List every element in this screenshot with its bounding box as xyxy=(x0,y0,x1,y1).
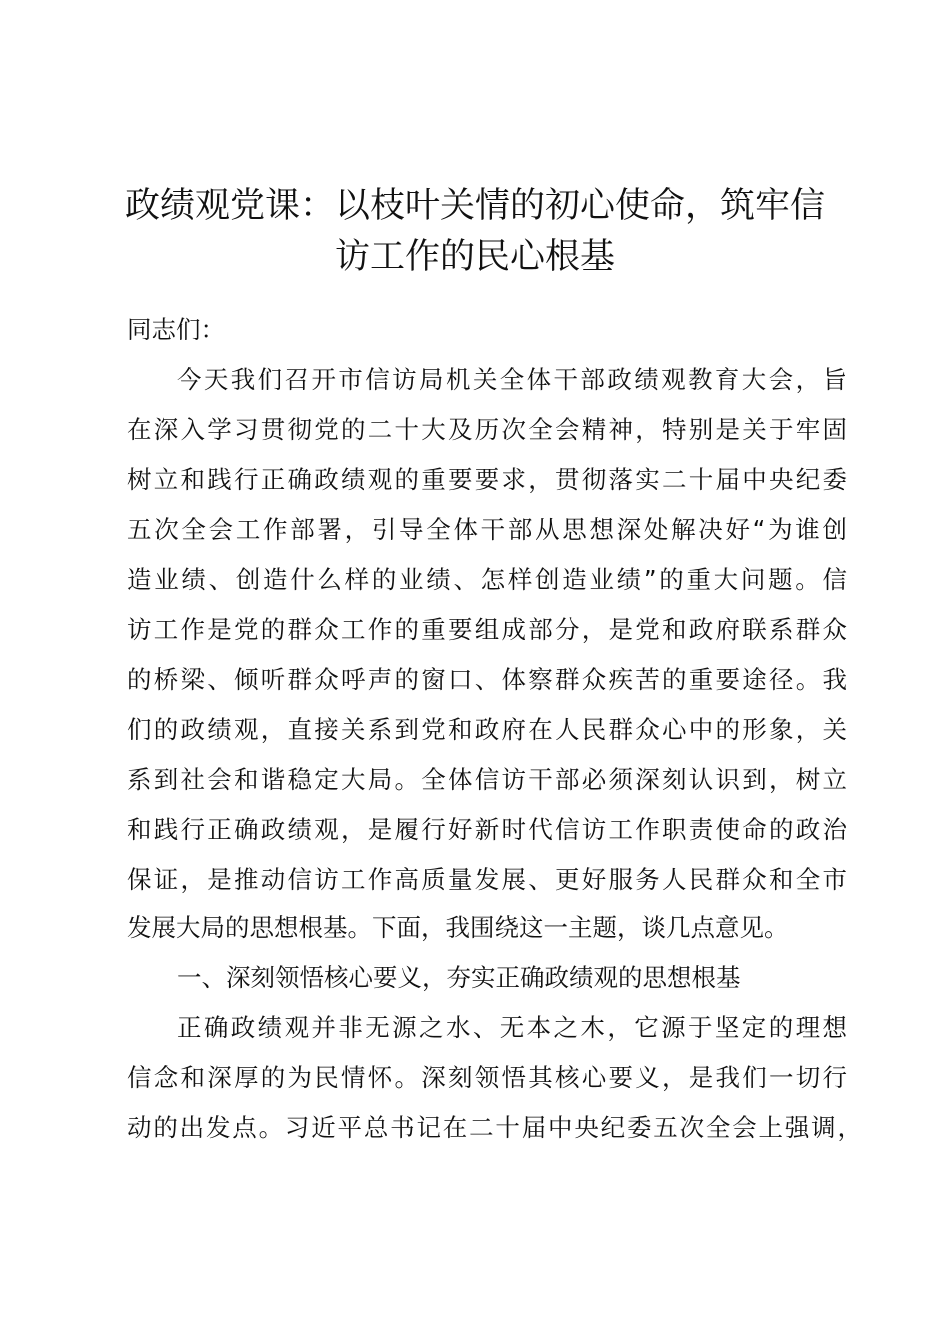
paragraph-1-line: 的桥梁、倾听群众呼声的窗口、体察群众疾苦的重要途径。我 xyxy=(127,665,847,694)
paragraph-1-line: 保证，是推动信访工作高质量发展、更好服务人民群众和全市 xyxy=(127,865,847,894)
paragraph-2-line: 动的出发点。习近平总书记在二十届中央纪委五次全会上强调， xyxy=(127,1113,862,1142)
paragraph-2-line: 正确政绩观并非无源之水、无本之木，它源于坚定的理想 xyxy=(177,1013,847,1042)
paragraph-1-line: 系到社会和谐稳定大局。全体信访干部必须深刻认识到，树立 xyxy=(127,765,847,794)
paragraph-1-line: 造业绩、创造什么样的业绩、怎样创造业绩”的重大问题。信 xyxy=(127,565,847,594)
paragraph-2-line: 信念和深厚的为民情怀。深刻领悟其核心要义，是我们一切行 xyxy=(127,1063,847,1092)
salutation: 同志们： xyxy=(127,315,225,344)
paragraph-1-line: 在深入学习贯彻党的二十大及历次全会精神，特别是关于牢固 xyxy=(127,415,847,444)
paragraph-1-line: 们的政绩观，直接关系到党和政府在人民群众心中的形象，关 xyxy=(127,715,847,744)
paragraph-1-line: 五次全会工作部署，引导全体干部从思想深处解决好“为谁创 xyxy=(127,515,847,544)
paragraph-1-line: 和践行正确政绩观，是履行好新时代信访工作职责使命的政治 xyxy=(127,815,847,844)
paragraph-1-line: 发展大局的思想根基。下面，我围绕这一主题，谈几点意见。 xyxy=(127,913,789,942)
paragraph-1-line: 树立和践行正确政绩观的重要要求，贯彻落实二十届中央纪委 xyxy=(127,465,847,494)
document-title-line-1: 政绩观党课：以枝叶关情的初心使命，筑牢信 xyxy=(124,186,825,226)
paragraph-1-line: 访工作是党的群众工作的重要组成部分，是党和政府联系群众 xyxy=(127,615,847,644)
section-heading-1: 一、深刻领悟核心要义，夯实正确政绩观的思想根基 xyxy=(177,963,741,992)
document-title-line-2: 访工作的民心根基 xyxy=(334,237,615,277)
paragraph-1-line: 今天我们召开市信访局机关全体干部政绩观教育大会，旨 xyxy=(177,365,847,394)
